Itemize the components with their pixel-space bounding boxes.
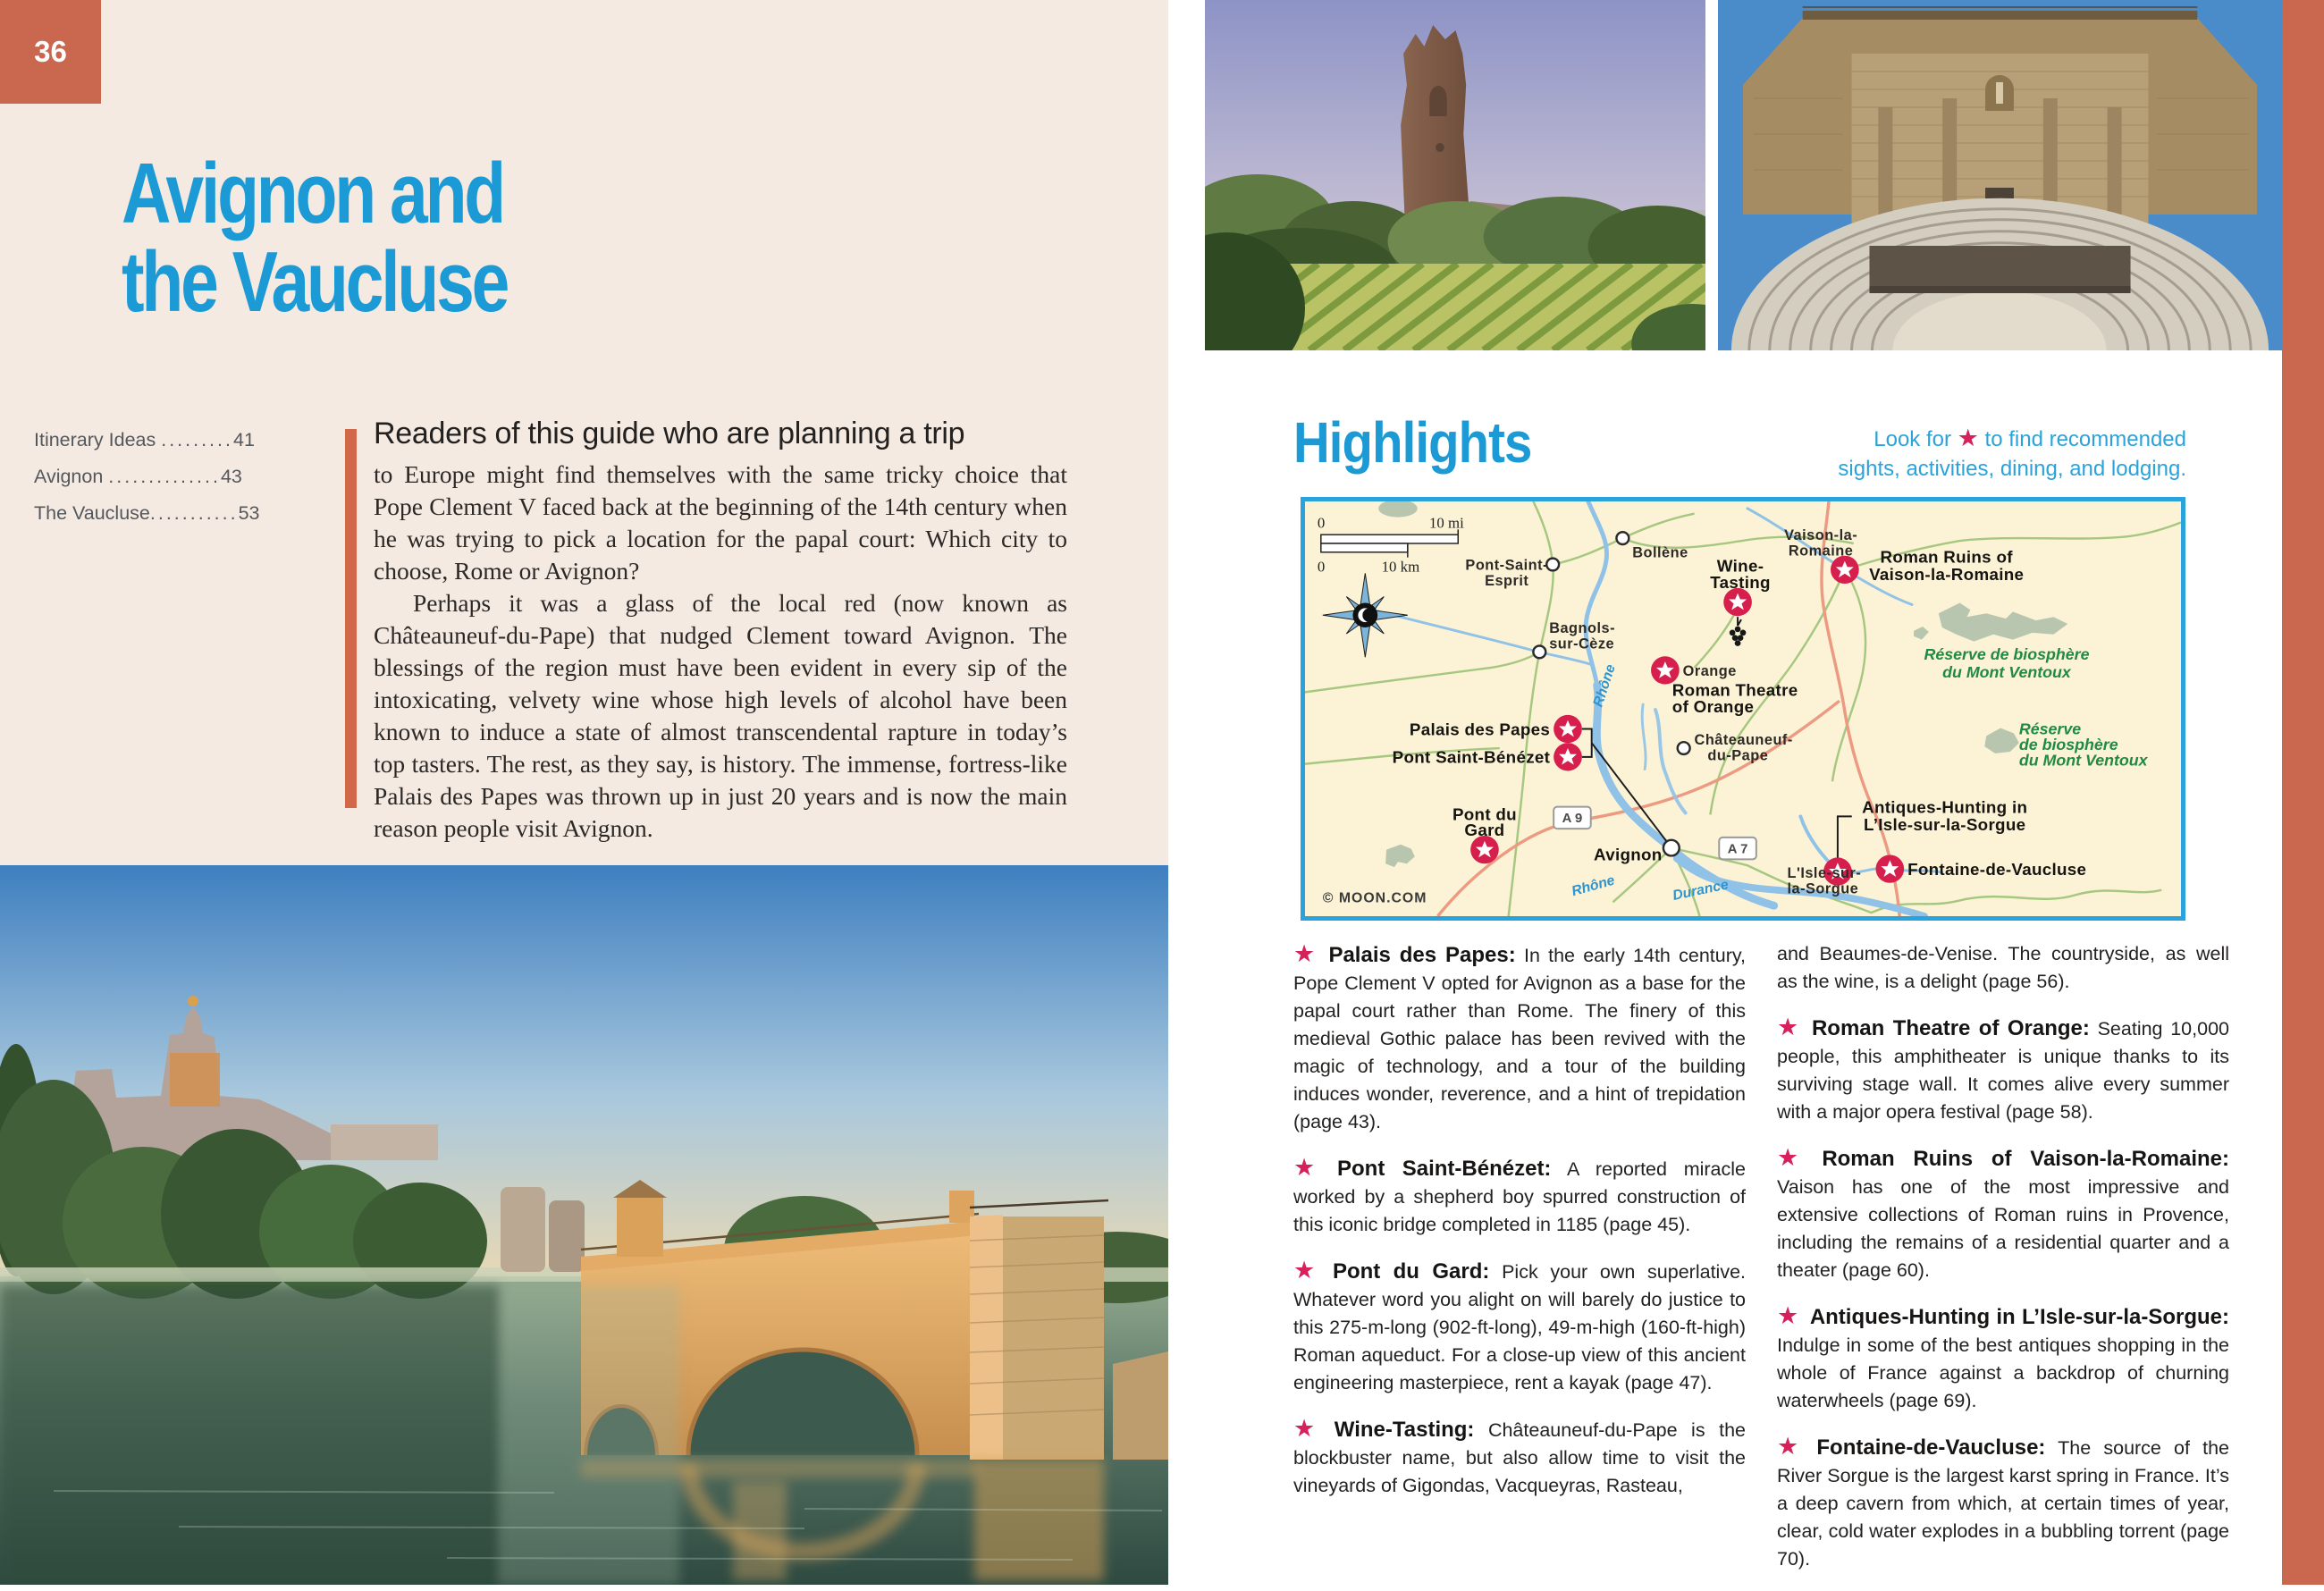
highlight-roman-theatre — [1777, 1014, 2229, 1126]
highlights-map[interactable] — [1301, 497, 2185, 921]
legend-text-pre: Look for — [1874, 427, 1951, 451]
label-reserve-b3: du Mont Ventoux — [2018, 751, 2148, 770]
label-pont-saint-esprit-2: Esprit — [1485, 573, 1529, 589]
highlight-wine-tasting — [1293, 1415, 1746, 1500]
photo-tower-vineyard — [1205, 0, 1705, 350]
shield-a7: A 7 — [1727, 842, 1748, 857]
highlight-body: Seating 10,000 people, this amphitheater is unique thanks to its surviving stage wall. It comes alive every summer with a major opera festival (page 58). — [1777, 1018, 2229, 1123]
highlights-column-2 — [1777, 940, 2229, 1591]
star-icon: ★ — [1293, 1415, 1324, 1442]
table-of-contents — [34, 429, 260, 539]
toc-page: 53 — [238, 502, 260, 524]
highlights-legend — [1779, 424, 2186, 484]
toc-leader-dots: ......... — [161, 429, 233, 450]
label-rhone-north: Rhône — [1590, 662, 1619, 709]
highlight-body: The source of the River Sorgue is the largest karst spring in France. It’s a deep cavern from which, at certain times of year, clear, cold water explodes in a bubbling torrent (page 70). — [1777, 1437, 2229, 1570]
highlights-column-1 — [1293, 940, 1746, 1518]
highlight-title: Pont Saint-Bénézet: — [1336, 1157, 1552, 1181]
highlight-title: Wine-Tasting: — [1334, 1418, 1475, 1442]
legend-text-line2: sights, activities, dining, and lodging. — [1838, 457, 2186, 481]
scale-zero-km: 0 — [1317, 558, 1326, 576]
photo-roman-theatre — [1718, 0, 2282, 350]
highlight-title: Roman Ruins of Vaison-la-Romaine: — [1822, 1147, 2229, 1171]
label-roman-theatre-2: of Orange — [1671, 697, 1755, 716]
label-lisle-2: la-Sorgue — [1787, 880, 1859, 897]
highlight-body: In the early 14th century, Pope Clement V opted for Avignon as a base for the papal court rather than Rome. The finery of this medieval Gothic palace has been revived with the magic of technology, and a tour of the building induces wonder, reverence, and a hint of trepidation (page 43). — [1293, 945, 1746, 1132]
label-vaison-1: Vaison-la- — [1784, 527, 1858, 544]
highlights-title: Highlights — [1293, 410, 1532, 475]
highlight-title: Palais des Papes: — [1328, 943, 1516, 967]
highlight-antiques-hunting — [1777, 1302, 2229, 1415]
label-wine-tasting-1: Wine- — [1716, 556, 1764, 576]
intro-lead: Readers of this guide who are planning a trip — [374, 417, 965, 450]
highlight-title: Roman Theatre of Orange: — [1811, 1016, 2090, 1040]
intro-paragraph-2: Perhaps it was a glass of the local red (now known as Châteauneuf-du-Pape) that nudged Clement toward Avignon. The blessings of the region must have been evident in every sip of the intoxicating, velvety wine whose high levels of alcohol have been known to induce a state of almost transcendental rapture in today’s top tasters. The rest, as they say, is history. The immense, fortress-like Palais des Papes was thrown up in just 20 years and is now the main reason people visit Avignon. — [374, 589, 1067, 842]
label-durance: Durance — [1671, 877, 1730, 904]
highlight-title: Fontaine-de-Vaucluse: — [1816, 1435, 2046, 1460]
highlight-palais-des-papes — [1293, 940, 1746, 1136]
intro-paragraph-1: to Europe might find themselves with the same tricky choice that Pope Clement V faced back at the beginning of the 14th century when he was trying to pick a location for the papal court: Which city to choose, Rome or Avignon? — [374, 460, 1067, 585]
map-credit: © MOON.COM — [1322, 890, 1427, 906]
highlight-wine-tasting-continuation: and Beaumes-de-Venise. The countryside, as well as the wine, is a delight (page 56). — [1777, 943, 2229, 992]
label-lisle-1: L'Isle-sur- — [1787, 865, 1862, 881]
label-roman-theatre-1: Roman Theatre — [1671, 680, 1798, 700]
label-fontaine: Fontaine-de-Vaucluse — [1907, 860, 2087, 879]
label-wine-tasting-2: Tasting — [1710, 573, 1771, 592]
label-antiques-1: Antiques-Hunting in — [1862, 797, 2028, 817]
star-icon: ★ — [1777, 1144, 1812, 1171]
label-rhone-south: Rhône — [1570, 872, 1617, 900]
star-icon: ★ — [1293, 940, 1318, 967]
highlight-pont-saint-benezet — [1293, 1154, 1746, 1239]
highlight-body: Pick your own superlative. Whatever word you alight on will barely do justice to this 275-m-long (902-ft-long), 49-m-high (160-ft-high) Roman aqueduct. For a close-up view of this ancient engineering masterpiece, rent a kayak (page 47). — [1293, 1261, 1746, 1393]
star-icon: ★ — [1777, 1014, 1801, 1040]
highlight-body: A reported miracle worked by a shepherd boy spurred construction of this iconic bridge completed in 1185 (page 45). — [1293, 1158, 1746, 1235]
label-roman-ruins-1: Roman Ruins of — [1880, 547, 2013, 567]
label-palais-des-papes: Palais des Papes — [1409, 720, 1551, 739]
toc-label: Avignon — [34, 466, 104, 487]
page-number: 36 — [34, 35, 67, 68]
label-pont-saint-benezet: Pont Saint-Bénézet — [1392, 747, 1551, 767]
highlight-title: Antiques-Hunting in L’Isle-sur-la-Sorgue: — [1809, 1305, 2229, 1329]
scale-10km: 10 km — [1381, 558, 1420, 576]
chapter-title-line2: the Vaucluse — [122, 233, 508, 330]
intro-text — [374, 417, 1067, 845]
highlight-pont-du-gard — [1293, 1257, 1746, 1397]
scale-zero-mi: 0 — [1317, 514, 1326, 532]
map-illustration — [1305, 501, 2181, 916]
label-reserve-a1: Réserve de biosphère — [1924, 645, 2090, 664]
toc-item-itinerary-ideas[interactable] — [34, 429, 260, 451]
toc-item-avignon[interactable] — [34, 466, 260, 488]
label-antiques-2: L’Isle-sur-la-Sorgue — [1864, 815, 2026, 835]
toc-page: 41 — [232, 429, 255, 450]
label-bagnols-2: sur-Cèze — [1549, 636, 1615, 652]
star-icon: ★ — [1293, 1257, 1322, 1284]
highlight-body: Vaison has one of the most impressive and extensive collections of Roman ruins in Provence, including the remains of a residential quarter and a theater (page 60). — [1777, 1176, 2229, 1281]
highlight-title: Pont du Gard: — [1332, 1259, 1490, 1284]
highlight-fontaine-de-vaucluse — [1777, 1433, 2229, 1573]
label-vaison-2: Romaine — [1788, 543, 1854, 560]
tower-photo-illustration — [1205, 0, 1705, 350]
label-pont-du-gard-2: Gard — [1464, 821, 1505, 839]
bridge-photo-illustration — [0, 865, 1168, 1585]
label-bollene: Bollène — [1632, 544, 1688, 561]
toc-label: Itinerary Ideas — [34, 429, 156, 450]
label-reserve-a2: du Mont Ventoux — [1942, 662, 2071, 681]
theatre-photo-illustration — [1718, 0, 2282, 350]
toc-leader-dots: ........... — [149, 502, 239, 524]
shield-a9: A 9 — [1562, 812, 1583, 827]
highlight-roman-ruins-vaison — [1777, 1144, 2229, 1284]
label-bagnols-1: Bagnols- — [1549, 619, 1616, 636]
toc-label: The Vaucluse — [34, 502, 150, 524]
label-avignon: Avignon — [1594, 845, 1663, 864]
toc-item-the-vaucluse[interactable] — [34, 502, 260, 525]
highlight-body: Châteauneuf-du-Pape is the blockbuster name, but also allow time to visit the vineyards of Gigondas, Vacqueyras, Rasteau, — [1293, 1419, 1746, 1496]
label-pont-du-gard-1: Pont du — [1452, 804, 1517, 824]
star-icon: ★ — [1777, 1433, 1806, 1460]
star-icon: ★ — [1957, 425, 1979, 451]
toc-page: 43 — [220, 466, 242, 487]
label-chateauneuf-2: du-Pape — [1707, 747, 1769, 764]
label-roman-ruins-2: Vaison-la-Romaine — [1869, 565, 2025, 585]
label-reserve-b1: Réserve — [2018, 720, 2082, 738]
chapter-title-line1: Avignon and — [122, 146, 503, 241]
legend-text-post: to find recommended — [1984, 427, 2186, 451]
label-reserve-b2: de biosphère — [2018, 736, 2118, 753]
toc-leader-dots: .............. — [108, 466, 221, 487]
highlight-body: Indulge in some of the best antiques shopping in the whole of France against a backdrop of churning waterwheels (page 69). — [1777, 1334, 2229, 1411]
chapter-title — [122, 146, 508, 330]
label-chateauneuf-1: Châteauneuf- — [1694, 732, 1793, 749]
star-icon: ★ — [1293, 1154, 1326, 1181]
star-icon: ★ — [1777, 1302, 1799, 1329]
label-pont-saint-esprit-1: Pont-Saint- — [1465, 557, 1548, 574]
page-number-badge — [0, 0, 101, 104]
photo-pont-saint-benezet — [0, 865, 1168, 1585]
scale-10mi: 10 mi — [1428, 514, 1464, 532]
intro-accent-bar — [345, 429, 357, 808]
page-edge-accent-strip — [2282, 0, 2324, 1585]
label-orange: Orange — [1682, 662, 1737, 679]
